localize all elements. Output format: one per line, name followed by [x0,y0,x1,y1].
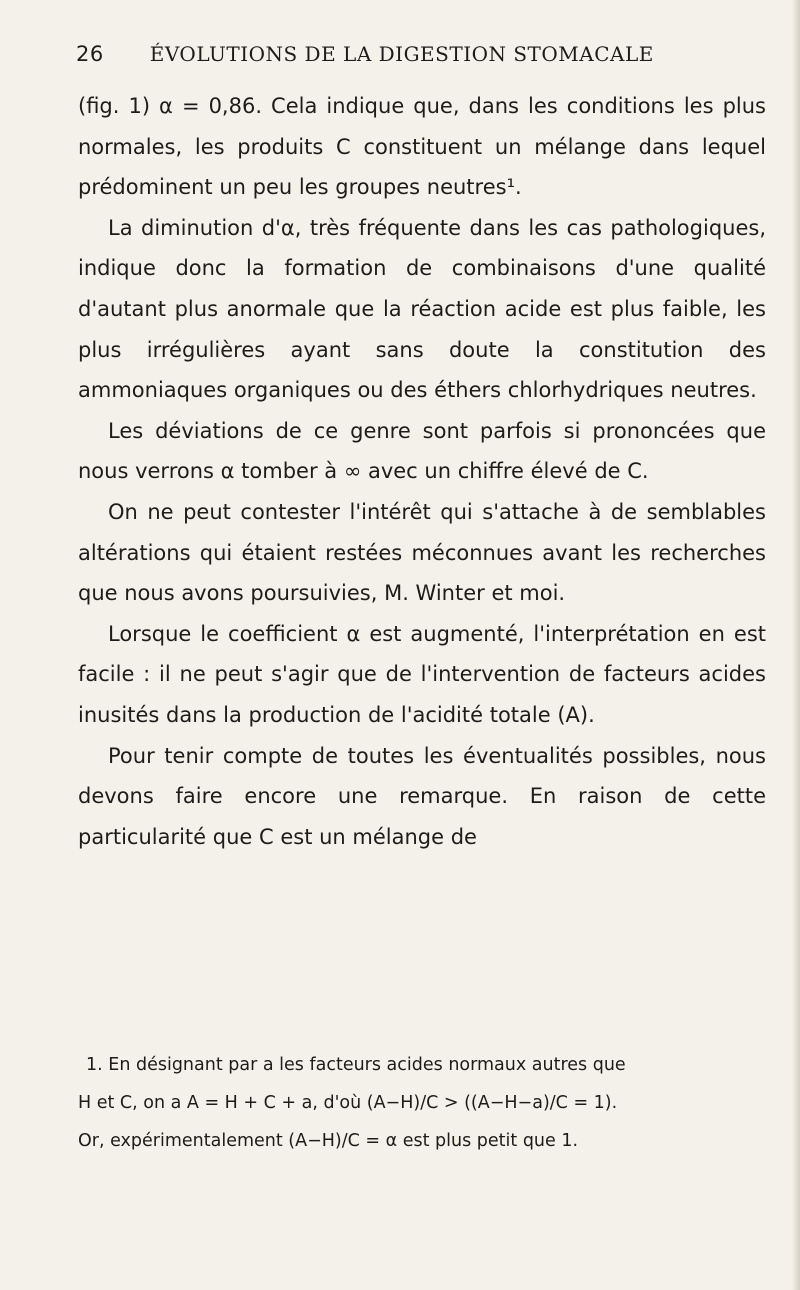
footnote-line: 1. En désignant par a les facteurs acides normaux autres que [86,1055,626,1075]
paragraph: Lorsque le coefficient α est augmenté, l'interprétation en est facile : il ne peut s'agir que de l'intervention de facteurs acides inusités dans la production de l'acidité totale (A). [78,621,766,727]
paragraph: Les déviations de ce genre sont parfois si prononcées que nous verrons α tomber à ∞ avec un chiffre élevé de C. [78,418,766,484]
footnote-line: H et C, on a A = H + C + a, d'où (A−H)/C > ((A−H−a)/C = 1). [78,1093,618,1113]
paragraph: (fig. 1) α = 0,86. Cela indique que, dans les conditions les plus normales, les produits C constituent un mélange dans lequel prédominent un peu les groupes neutres¹. [78,94,766,200]
main-text [78,86,766,857]
paragraph: La diminution d'α, très fréquente dans les cas pathologiques, indique donc la formation de combinaisons d'une qualité d'autant plus anormale que la réaction acide est plus faible, les plus irrégulières ayant sans doute la constitution des ammoniaques organiques ou des éthers chlorhydriques neutres. [78,215,766,403]
footnotes [78,1046,768,1160]
paragraph: Pour tenir compte de toutes les éventualités possibles, nous devons faire encore une remarque. En raison de cette particularité que C est un mélange de [78,743,766,849]
running-header [76,42,756,66]
footnote-line: Or, expérimentalement (A−H)/C = α est plus petit que 1. [78,1131,579,1151]
running-title: ÉVOLUTIONS DE LA DIGESTION STOMACALE [149,42,654,66]
paragraph: On ne peut contester l'intérêt qui s'attache à de semblables altérations qui étaient restées méconnues avant les recherches que nous avons poursuivies, M. Winter et moi. [78,499,766,606]
page-number: 26 [76,42,104,66]
page-edge-shadow [792,0,800,1290]
